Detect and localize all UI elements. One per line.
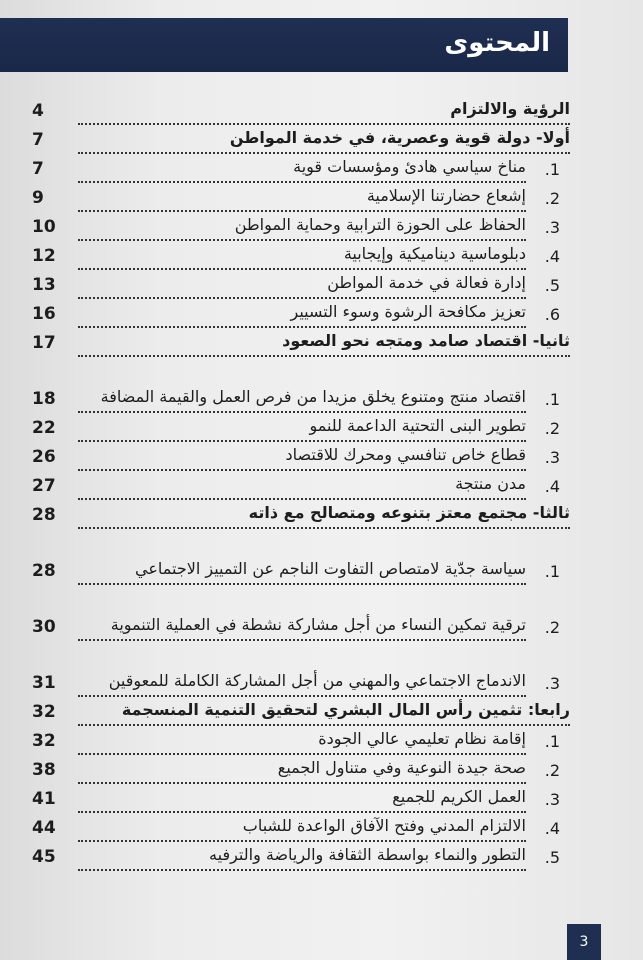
toc-page-number: 41 [32, 789, 56, 809]
toc-entry-title: التطور والنماء بواسطة الثقافة والرياضة والترفيه [78, 842, 526, 871]
toc-entry-title: قطاع خاص تنافسي ومحرك للاقتصاد [78, 442, 526, 471]
toc-item-number: 4. [544, 477, 560, 496]
toc-item-number: 3. [544, 674, 560, 693]
toc-page-number: 28 [32, 505, 56, 525]
toc-item-number: 2. [544, 618, 560, 637]
toc-item-row [32, 813, 570, 842]
toc-item-number: 2. [544, 761, 560, 780]
table-of-contents [32, 96, 570, 871]
toc-page-number: 4 [32, 101, 44, 121]
page-title: المحتوى [444, 28, 550, 58]
toc-entry-title: ترقية تمكين النساء من أجل مشاركة نشطة في العملية التنموية [78, 612, 526, 641]
toc-item-row [32, 241, 570, 270]
toc-page-number: 22 [32, 418, 56, 438]
toc-page-number: 16 [32, 304, 56, 324]
toc-item-row [32, 755, 570, 784]
toc-item-number: 1. [544, 562, 560, 581]
toc-item-number: 1. [544, 390, 560, 409]
toc-page-number: 18 [32, 389, 56, 409]
toc-page-number: 31 [32, 673, 56, 693]
toc-page-number: 26 [32, 447, 56, 467]
toc-page-number: 17 [32, 333, 56, 353]
toc-item-row [32, 784, 570, 813]
toc-item-number: 3. [544, 790, 560, 809]
toc-entry-title: الاندماج الاجتماعي والمهني من أجل المشاركة الكاملة للمعوقين [78, 668, 526, 697]
toc-item-number: 5. [544, 276, 560, 295]
toc-entry-title: اقتصاد منتج ومتنوع يخلق مزيدا من فرص العمل والقيمة المضافة [78, 384, 526, 413]
toc-section-row [32, 96, 570, 125]
toc-entry-title: مناخ سياسي هادئ ومؤسسات قوية [78, 154, 526, 183]
toc-item-number: 2. [544, 419, 560, 438]
toc-item-number: 2. [544, 189, 560, 208]
toc-item-row [32, 529, 570, 585]
toc-entry-title: رابعا: تثمين رأس المال البشري لتحقيق التنمية المنسجمة [78, 697, 570, 726]
toc-page-number: 7 [32, 159, 44, 179]
header-bar [0, 18, 568, 72]
toc-item-number: 3. [544, 218, 560, 237]
toc-section-row [32, 328, 570, 357]
toc-item-row [32, 471, 570, 500]
toc-item-row [32, 585, 570, 641]
toc-page-number: 10 [32, 217, 56, 237]
toc-item-row [32, 442, 570, 471]
toc-entry-title: ثانيا- اقتصاد صامد ومتجه نحو الصعود [78, 328, 570, 357]
toc-page-number: 27 [32, 476, 56, 496]
toc-page-number: 28 [32, 561, 56, 581]
toc-entry-title: أولا- دولة قوية وعصرية، في خدمة المواطن [78, 125, 570, 154]
toc-entry-title: ثالثا- مجتمع معتز بتنوعه ومتصالح مع ذاته [78, 500, 570, 529]
toc-page-number: 12 [32, 246, 56, 266]
toc-entry-title: الالتزام المدني وفتح الآفاق الواعدة للشباب [78, 813, 526, 842]
toc-item-row [32, 154, 570, 183]
toc-item-number: 1. [544, 160, 560, 179]
toc-entry-title: إشعاع حضارتنا الإسلامية [78, 183, 526, 212]
toc-item-number: 4. [544, 819, 560, 838]
toc-page-number: 32 [32, 702, 56, 722]
toc-entry-title: سياسة جدّية لامتصاص التفاوت الناجم عن التمييز الاجتماعي [78, 556, 526, 585]
toc-page-number: 7 [32, 130, 44, 150]
toc-entry-title: مدن منتجة [78, 471, 526, 500]
toc-entry-title: إقامة نظام تعليمي عالي الجودة [78, 726, 526, 755]
page-number: 3 [579, 934, 589, 950]
toc-page-number: 44 [32, 818, 56, 838]
toc-item-number: 3. [544, 448, 560, 467]
toc-entry-title: الرؤية والالتزام [78, 96, 570, 125]
toc-item-row [32, 212, 570, 241]
toc-item-row [32, 413, 570, 442]
toc-item-row [32, 726, 570, 755]
toc-item-row [32, 641, 570, 697]
toc-item-number: 5. [544, 848, 560, 867]
page-number-tab [567, 924, 601, 960]
toc-section-row [32, 500, 570, 529]
toc-item-number: 6. [544, 305, 560, 324]
toc-entry-title: العمل الكريم للجميع [78, 784, 526, 813]
toc-page-number: 32 [32, 731, 56, 751]
toc-page-number: 13 [32, 275, 56, 295]
toc-section-row [32, 697, 570, 726]
toc-item-number: 1. [544, 732, 560, 751]
toc-entry-title: تعزيز مكافحة الرشوة وسوء التسيير [78, 299, 526, 328]
toc-page-number: 30 [32, 617, 56, 637]
toc-entry-title: إدارة فعالة في خدمة المواطن [78, 270, 526, 299]
toc-page-number: 38 [32, 760, 56, 780]
toc-item-row [32, 842, 570, 871]
toc-entry-title: الحفاظ على الحوزة الترابية وحماية المواطن [78, 212, 526, 241]
toc-section-row [32, 125, 570, 154]
toc-entry-title: تطوير البنى التحتية الداعمة للنمو [78, 413, 526, 442]
toc-item-row [32, 270, 570, 299]
toc-item-number: 4. [544, 247, 560, 266]
toc-page-number: 45 [32, 847, 56, 867]
toc-item-row [32, 299, 570, 328]
toc-item-row [32, 357, 570, 413]
toc-entry-title: صحة جيدة النوعية وفي متناول الجميع [78, 755, 526, 784]
toc-page-number: 9 [32, 188, 44, 208]
toc-entry-title: دبلوماسية ديناميكية وإيجابية [78, 241, 526, 270]
toc-item-row [32, 183, 570, 212]
